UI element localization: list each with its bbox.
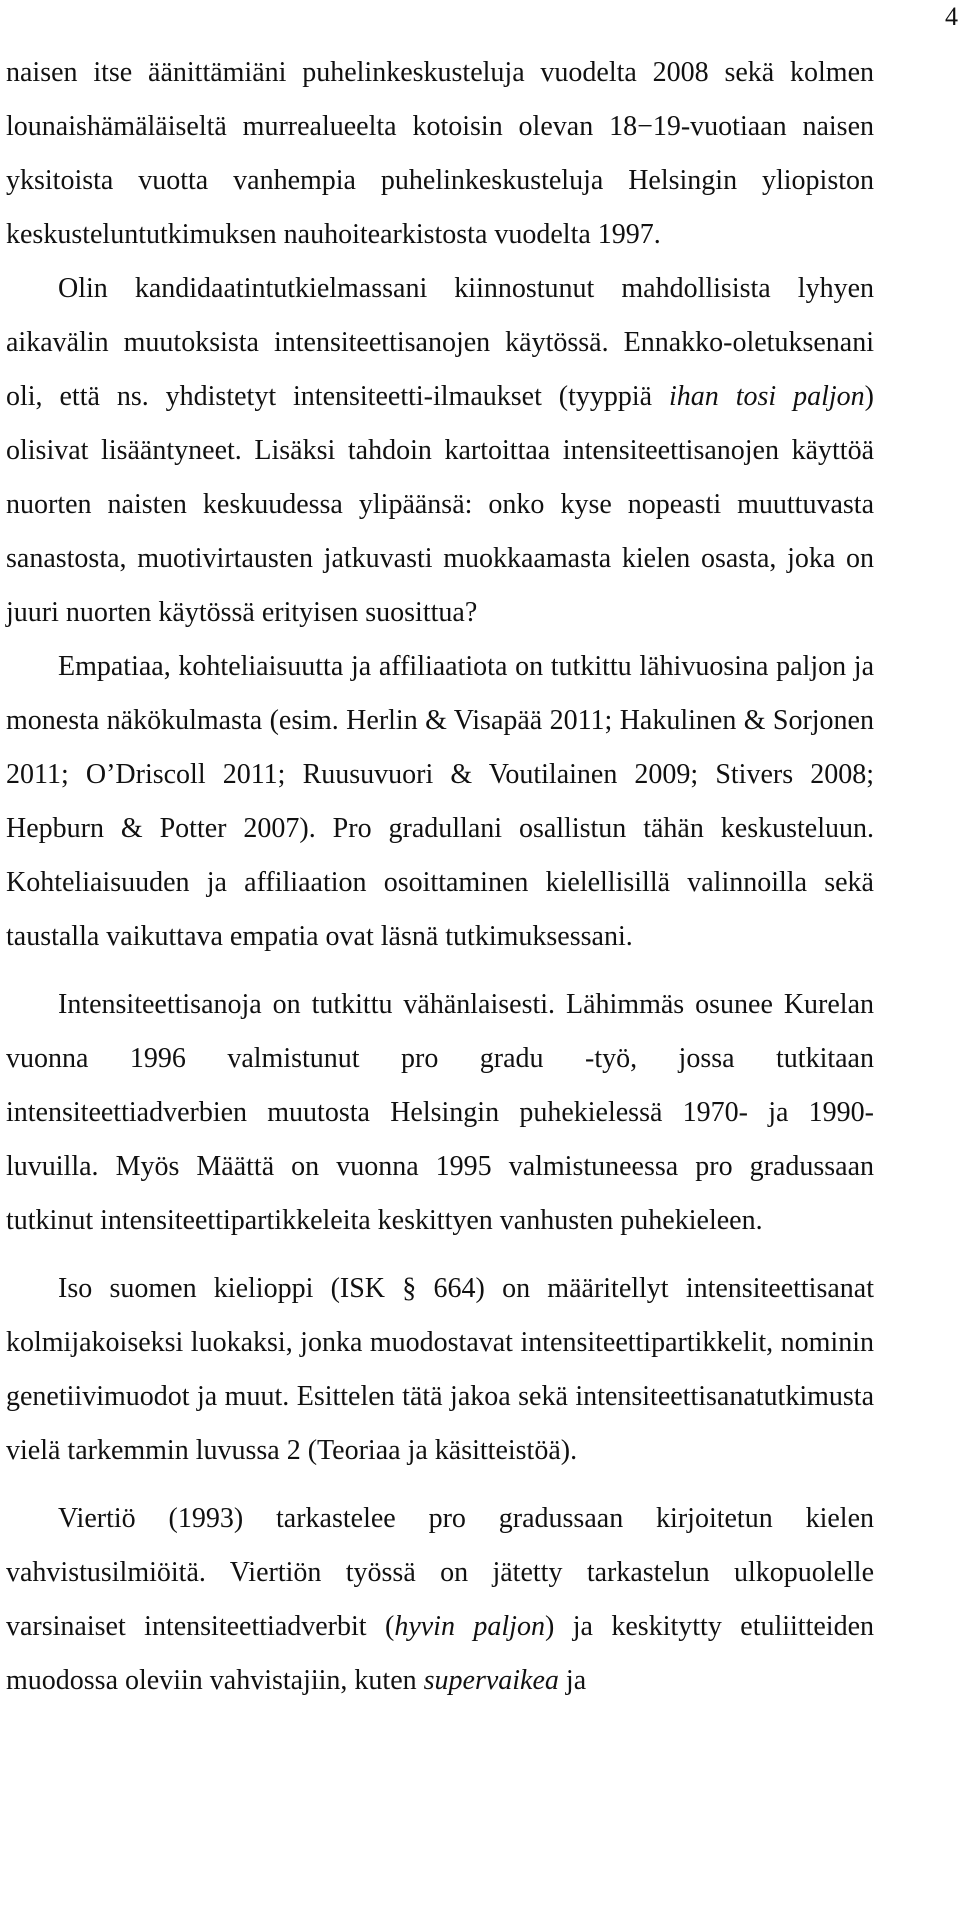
paragraph-4 — [6, 978, 874, 1248]
paragraph-2 — [6, 262, 874, 640]
paragraph-1 — [6, 46, 874, 262]
paragraph-2-text-b: ) olisivat lisääntyneet. Lisäksi tahdoin kartoittaa intensiteettisanojen käyttöä nuorten naisten keskuudessa ylipäänsä: onko kyse nopeasti muuttuvasta sanastosta, muotivirtausten jatkuvasti muokkaamasta kielen osasta, joka on juuri nuorten käytössä erityisen suosittua? — [6, 381, 874, 628]
paragraph-3 — [6, 640, 874, 964]
paragraph-6-text-c: ja — [558, 1665, 587, 1696]
paragraph-2-example: ihan tosi paljon — [669, 381, 865, 412]
paragraph-5 — [6, 1262, 874, 1478]
paragraph-6-example-1: hyvin paljon — [394, 1611, 545, 1642]
page-number: 4 — [945, 2, 958, 31]
paragraph-6-text-a: Viertiö (1993) tarkastelee pro gradussaan kirjoitetun kielen vahvistusilmiöitä. Viertiön työssä on jätetty tarkastelun ulkopuolelle varsinaiset intensiteettiadverbit ( — [6, 1503, 874, 1642]
document-body — [6, 46, 874, 1708]
paragraph-2-text-a: Olin kandidaatintutkielmassani kiinnostunut mahdollisista lyhyen aikavälin muutoksista intensiteettisanojen käytössä. Ennakko-oletuksenani oli, että ns. yhdistetyt intensiteetti-ilmaukset (tyyppiä — [6, 273, 874, 412]
paragraph-3-text: Empatiaa, kohteliaisuutta ja affiliaatiota on tutkittu lähivuosina paljon ja monesta näkökulmasta (esim. Herlin & Visapää 2011; Hakulinen & Sorjonen 2011; O’Driscoll 2011; Ruusuvuori & Voutilainen 2009; Stivers 2008; Hepburn & Potter 2007). Pro gradullani osallistun tähän keskusteluun. Kohteliaisuuden ja affiliaation osoittaminen kielellisillä valinnoilla sekä taustalla vaikuttava empatia ovat läsnä tutkimuksessani. — [6, 651, 874, 952]
paragraph-4-text: Intensiteettisanoja on tutkittu vähänlaisesti. Lähimmäs osunee Kurelan vuonna 1996 valmistunut pro gradu -työ, jossa tutkitaan intensiteettiadverbien muutosta Helsingin puhekielessä 1970- ja 1990-luvuilla. Myös Määttä on vuonna 1995 valmistuneessa pro gradussaan tutkinut intensiteettipartikkeleita keskittyen vanhusten puhekieleen. — [6, 989, 874, 1236]
paragraph-5-text: Iso suomen kielioppi (ISK § 664) on määritellyt intensiteettisanat kolmijakoiseksi luokaksi, jonka muodostavat intensiteettipartikkelit, nominin genetiivimuodot ja muut. Esittelen tätä jakoa sekä intensiteettisanatutkimusta vielä tarkemmin luvussa 2 (Teoriaa ja käsitteistöä). — [6, 1273, 874, 1466]
paragraph-6-text-b: ) ja keskitytty etuliitteiden muodossa oleviin vahvistajiin, kuten — [6, 1611, 875, 1696]
paragraph-1-text: naisen itse äänittämiäni puhelinkeskusteluja vuodelta 2008 sekä kolmen lounaishämäläiseltä murrealueelta kotoisin olevan 18−19-vuotiaan naisen yksitoista vuotta vanhempia puhelinkeskusteluja Helsingin yliopiston keskusteluntutkimuksen nauhoitearkistosta vuodelta 1997. — [6, 57, 874, 250]
paragraph-6 — [6, 1492, 874, 1708]
paragraph-6-example-2: supervaikea — [423, 1665, 559, 1696]
